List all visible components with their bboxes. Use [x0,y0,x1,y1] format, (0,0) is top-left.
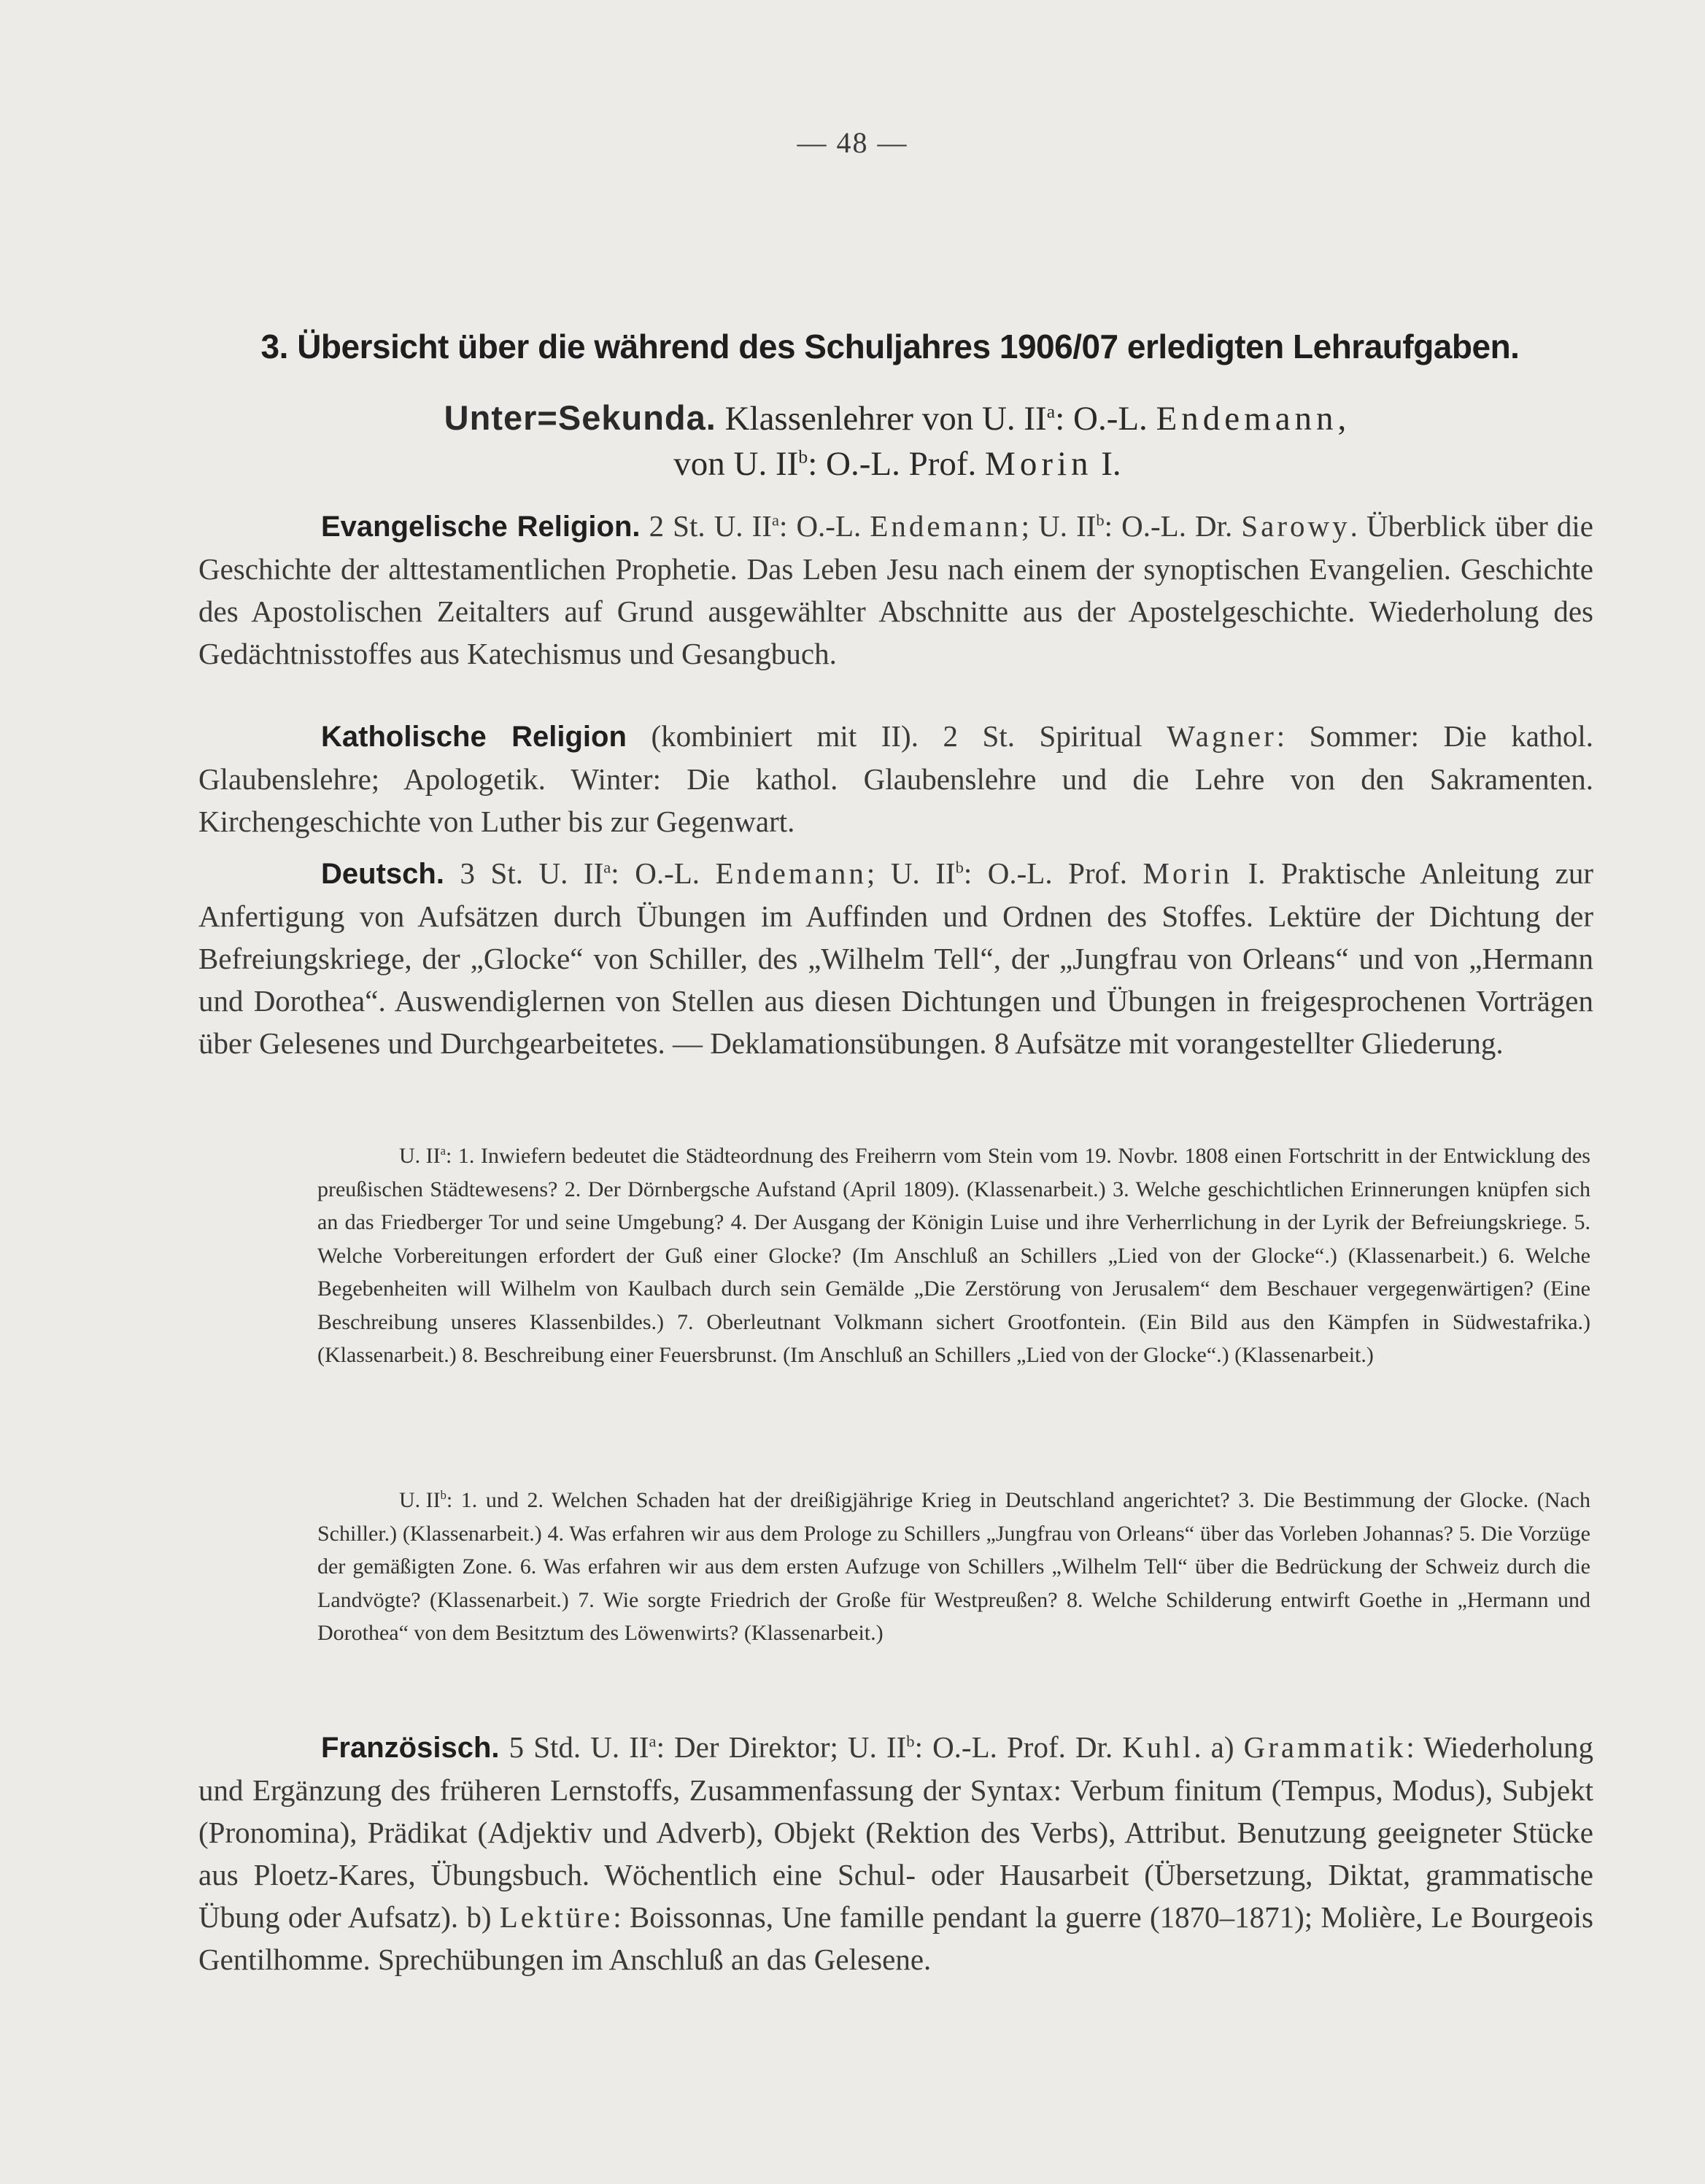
superscript: b [1096,511,1105,530]
class-label: Unter=Sekunda. [444,398,716,437]
subject-title: Evangelische Religion. [321,511,641,543]
teacher-name: Morin [985,445,1093,483]
page-number: — 48 — [797,126,908,159]
superscript: a [440,1144,446,1158]
paragraph-text: ; U. II [1021,509,1097,543]
paragraph-text: : Wiederholung und Ergänzung des früheren Lernstoffs, Zusammenfassung der Syntax: Verbum finitum (Tempus, Modus), Subjekt (Pronomina), Prädikat (Adjektiv und Adverb), Objekt (Rektion des Verbs), Attribut. Benutzung geeigneter Stücke aus Ploetz-Kares, Übungsbuch. Wöchentlich eine Schul- oder Hausarbeit (Übersetzung, Diktat, grammatische Übung oder Aufsatz). b) [198,1730,1594,1934]
paragraph-franzoesisch [198,1726,1593,1980]
class-header-text: : O.-L. [1055,400,1148,438]
paragraph-text: : O.-L. Prof. Dr. [914,1730,1123,1764]
superscript: b [955,858,964,877]
teacher-name: Endemann, [1156,400,1351,438]
paragraph-katholische-religion [198,715,1593,843]
class-header [263,395,1532,487]
class-header-text: von U. II [673,445,799,483]
paragraph-text: : O.-L. [611,856,716,890]
superscript: a [603,858,611,877]
essay-topics-text: : 1. Inwiefern bedeutet die Städteordnung des Freiherrn vom Stein vom 19. Novbr. 1808 einen Fortschritt in der Entwicklung des preußischen Städtewesens? 2. Der Dörnbergsche Aufstand (April 1809). (Klassenarbeit.) 3. Welche geschichtlichen Erinnerungen knüpfen sich an das Friedberger Tor und seine Umgebung? 4. Der Ausgang der Königin Luise und ihre Verherrlichung in der Lyrik der Befreiungskriege. 5. Welche Vorbereitungen erfordert der Guß einer Glocke? (Im Anschluß an Schillers „Lied von der Glocke“.) (Klassenarbeit.) 6. Welche Begebenheiten will Wilhelm von Kaulbach durch sein Gemälde „Die Zerstörung von Jerusalem“ dem Beschauer vergegenwärtigen? (Eine Beschreibung unseres Klassenbildes.) 7. Oberleutnant Volkmann sichert Grootfontein. (Ein Bild aus den Kämpfen in Südwestafrika.) (Klassenarbeit.) 8. Beschreibung einer Feuersbrunst. (Im Anschluß an Schillers „Lied von der Glocke“.) (Klassenarbeit.) [317,1144,1590,1367]
class-label: U. II [399,1144,441,1168]
paragraph-text: . Überblick über die Geschichte der alttestamentlichen Prophetie. Das Leben Jesu nach einem der synoptischen Evangelien. Geschichte des Apostolischen Zeitalters auf Grund ausgewählter Abschnitte aus der Apostelgeschichte. Wiederholung des Gedächtnisstoffes aus Katechismus und Gesangbuch. [198,509,1593,670]
paragraph-text: : O.-L. Dr. [1104,509,1242,543]
paragraph-evangelische-religion [198,505,1593,675]
essay-topics-u2a [317,1139,1590,1372]
class-header-line-2 [263,441,1532,487]
teacher-name: Wagner [1167,719,1277,753]
keyword: Grammatik [1243,1730,1407,1764]
superscript: b [440,1488,446,1502]
teacher-name: Morin [1143,856,1233,890]
teacher-name: Endemann [870,509,1021,543]
class-header-text: : O.-L. Prof. [808,445,977,483]
paragraph-text: : O.-L. Prof. [963,856,1143,890]
paragraph-text: (kombiniert mit II). 2 St. Spiritual [626,719,1167,753]
paragraph-text: 5 Std. U. II [499,1730,649,1764]
teacher-name: Sarowy [1241,509,1350,543]
keyword: Lektüre [499,1900,614,1934]
section-heading: 3. Übersicht über die während des Schuljahres 1906/07 erledigten Lehraufgaben. [260,328,1520,365]
superscript: a [1046,400,1056,422]
subject-title: Französisch. [321,1732,500,1764]
paragraph-text: : O.-L. [778,509,870,543]
paragraph-text: 2 St. U. II [640,509,772,543]
paragraph-text: ; U. II [866,856,956,890]
class-header-text: Klassenlehrer von U. II [724,400,1047,438]
class-header-text: I. [1092,445,1121,483]
superscript: a [771,511,779,530]
teacher-name: Kuhl [1122,1730,1194,1764]
class-label: U. II [399,1488,441,1512]
paragraph-text: I. Praktische Anleitung zur Anfertigung von Aufsätzen durch Übungen im Auffinden und Ordnen des Stoffes. Lektüre der Dichtung der Befreiungskriege, der „Glocke“ von Schiller, des „Wilhelm Tell“, der „Jungfrau von Orleans“ und von „Hermann und Dorothea“. Auswendiglernen von Stellen aus diesen Dichtungen und Übungen in freigesprochenen Vorträgen über Gelesenes und Durchgearbeitetes. — Deklamationsübungen. 8 Aufsätze mit vorangestellter Gliederung. [198,856,1593,1060]
essay-topics-u2b [317,1484,1590,1650]
subject-title: Deutsch. [321,858,444,890]
subject-title: Katholische Religion [321,721,627,753]
superscript: a [649,1732,657,1751]
class-header-line-1 [263,395,1532,441]
paragraph-text: : Boissonnas, Une famille pendant la guerre (1870–1871); Molière, Le Bourgeois Gentilhomme. Sprechübungen im Anschluß an das Gelesene. [198,1900,1593,1976]
superscript: b [798,446,808,468]
essay-topics-text: : 1. und 2. Welchen Schaden hat der dreißigjährige Krieg in Deutschland angerichtet? 3. Die Bestimmung der Glocke. (Nach Schiller.) (Klassenarbeit.) 4. Was erfahren wir aus dem Prologe zu Schillers „Jungfrau von Orleans“ über das Vorleben Johannas? 5. Die Vorzüge der gemäßigten Zone. 6. Was erfahren wir aus dem ersten Aufzuge von Schillers „Wilhelm Tell“ über die Bedrückung der Schweiz durch die Landvögte? (Klassenarbeit.) 7. Wie sorgte Friedrich der Große für Westpreußen? 8. Welche Schilderung entwirft Goethe in „Hermann und Dorothea“ von dem Besitztum des Löwenwirts? (Klassenarbeit.) [317,1488,1590,1645]
teacher-name: Endemann [715,856,867,890]
paragraph-deutsch [198,852,1593,1064]
paragraph-text: : Der Direktor; U. II [656,1730,907,1764]
superscript: b [906,1732,915,1751]
paragraph-text: 3 St. U. II [444,856,604,890]
paragraph-text: . a) [1194,1730,1244,1764]
paragraph-text: : Sommer: Die kathol. Glaubenslehre; Apologetik. Winter: Die kathol. Glaubenslehre und die Lehre von den Sakramenten. Kirchengeschichte von Luther bis zur Gegenwart. [198,719,1594,838]
